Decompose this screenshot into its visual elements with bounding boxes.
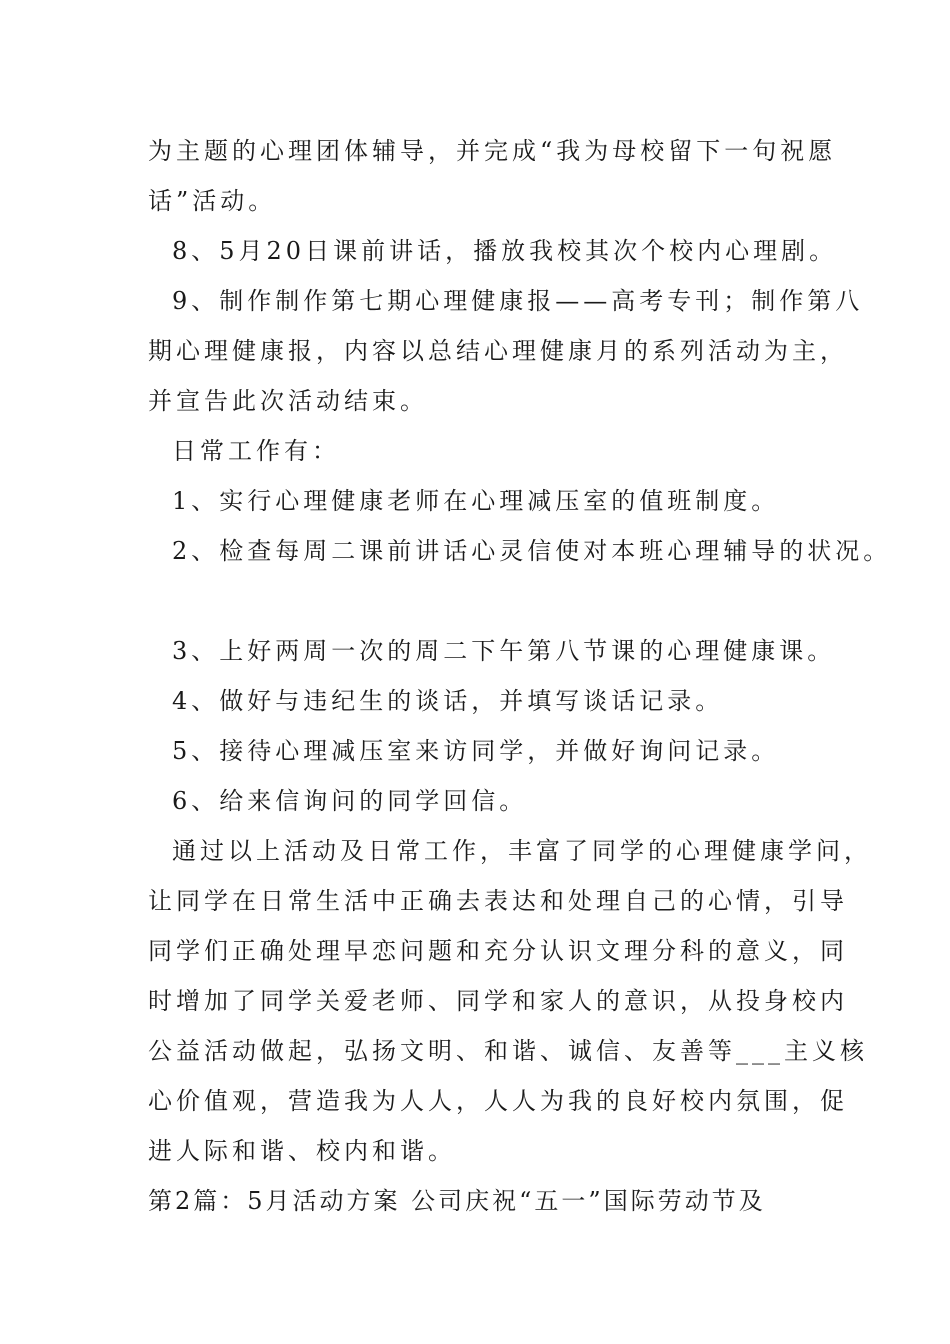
- paragraph-line: 期心理健康报，内容以总结心理健康月的系列活动为主，: [148, 337, 848, 365]
- paragraph-line: 为主题的心理团体辅导，并完成“我为母校留下一句祝愿: [148, 137, 837, 165]
- section-heading: 日常工作有：: [172, 437, 340, 465]
- list-item: 9、制作制作第七期心理健康报——高考专刊；制作第八: [172, 287, 864, 315]
- list-item: 8、5月20日课前讲话，播放我校其次个校内心理剧。: [172, 237, 838, 265]
- list-item: 6、给来信询问的同学回信。: [172, 787, 528, 815]
- list-item: 3、上好两周一次的周二下午第八节课的心理健康课。: [172, 637, 836, 665]
- list-item: 1、实行心理健康老师在心理减压室的值班制度。: [172, 487, 780, 515]
- paragraph-line: 话”活动。: [148, 187, 277, 215]
- paragraph-line: 心价值观，营造我为人人，人人为我的良好校内氛围，促: [148, 1087, 848, 1115]
- paragraph-line: 并宣告此次活动结束。: [148, 387, 428, 415]
- chapter-heading: 第2篇：5月活动方案 公司庆祝“五一”国际劳动节及: [148, 1187, 766, 1215]
- paragraph-line: 让同学在日常生活中正确去表达和处理自己的心情，引导: [148, 887, 848, 915]
- paragraph-line: 进人际和谐、校内和谐。: [148, 1137, 456, 1165]
- list-item: 2、检查每周二课前讲话心灵信使对本班心理辅导的状况。: [172, 537, 892, 565]
- paragraph-line: 同学们正确处理早恋问题和充分认识文理分科的意义，同: [148, 937, 848, 965]
- paragraph-line: 通过以上活动及日常工作，丰富了同学的心理健康学问，: [172, 837, 872, 865]
- paragraph-line: 公益活动做起，弘扬文明、和谐、诚信、友善等___主义核: [148, 1037, 868, 1065]
- list-item: 4、做好与违纪生的谈话，并填写谈话记录。: [172, 687, 724, 715]
- paragraph-line: 时增加了同学关爱老师、同学和家人的意识，从投身校内: [148, 987, 848, 1015]
- list-item: 5、接待心理减压室来访同学，并做好询问记录。: [172, 737, 780, 765]
